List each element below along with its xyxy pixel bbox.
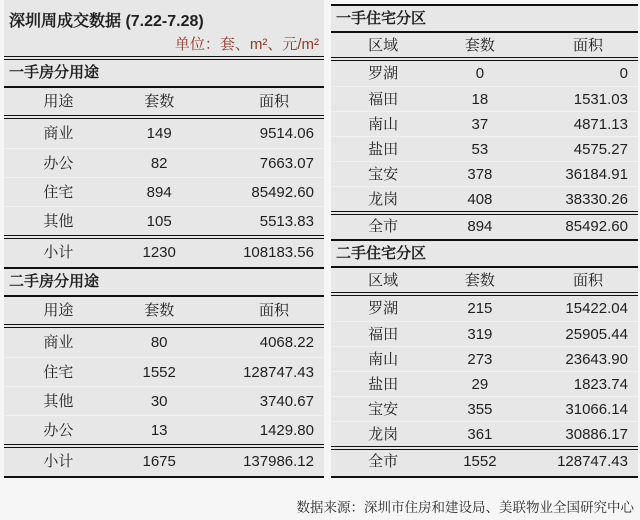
cell-count: 29: [471, 376, 489, 393]
column-header-row: [4, 297, 324, 328]
total-row: [331, 446, 638, 476]
cell-label: 龙岗: [368, 191, 399, 208]
column-header-row: [4, 88, 324, 119]
cell-count: 30: [150, 393, 168, 410]
cell-area: 85492.60: [251, 184, 314, 201]
cell-label: 其他: [43, 393, 74, 410]
cell-count: 82: [150, 155, 168, 172]
cell-count: 355: [467, 401, 493, 418]
section-title: 一手住宅分区: [331, 6, 638, 33]
cell-area: 0: [619, 65, 628, 82]
cell-area: 1429.80: [259, 422, 314, 439]
left-sections-container: [4, 60, 324, 478]
cell-count: 0: [475, 65, 485, 82]
col-header-count: 套数: [144, 302, 175, 319]
cell-label: 龙岗: [368, 426, 399, 443]
cell-label: 住宅: [43, 364, 74, 381]
cell-label: 宝安: [368, 166, 399, 183]
cell-area: 30886.17: [565, 426, 628, 443]
cell-area: 4068.22: [259, 334, 314, 351]
cell-area: 1531.03: [573, 91, 628, 108]
cell-area: 3740.67: [259, 393, 314, 410]
right-sections-container: [331, 6, 638, 476]
cell-count: 215: [467, 300, 493, 317]
col-header-count: 套数: [464, 272, 495, 289]
total-row: [331, 211, 638, 241]
col-header-area: 面积: [572, 272, 603, 289]
data-source-note: 数据来源：深圳市住房和建设局、美联物业全国研究中心: [296, 500, 634, 515]
total-area: 108183.56: [243, 244, 314, 261]
cell-label: 盐田: [368, 376, 399, 393]
total-count: 894: [467, 218, 493, 235]
table-rows: [331, 61, 638, 211]
cell-area: 38330.26: [565, 191, 628, 208]
cell-area: 128747.43: [243, 364, 314, 381]
table-row: [331, 396, 638, 421]
table-row: [331, 136, 638, 161]
cell-label: 住宅: [43, 184, 74, 201]
total-area: 128747.43: [557, 453, 628, 470]
col-header-area: 面积: [572, 37, 603, 54]
unit-note: 单位：套、m²、元/m²: [4, 33, 324, 60]
total-count: 1230: [142, 244, 176, 261]
cell-label: 福田: [368, 326, 399, 343]
table-row: [4, 206, 324, 235]
total-row: [4, 444, 324, 478]
cell-count: 273: [467, 351, 493, 368]
total-count: 1552: [463, 453, 497, 470]
total-label: 小计: [43, 453, 74, 470]
table-row: [331, 186, 638, 211]
table-row: [4, 357, 324, 386]
table-row: [4, 386, 324, 415]
total-area: 137986.12: [243, 453, 314, 470]
col-header-label: 区域: [368, 272, 399, 289]
table-row: [331, 421, 638, 446]
table-row: [4, 119, 324, 148]
cell-area: 15422.04: [565, 300, 628, 317]
cell-label: 其他: [43, 213, 74, 230]
total-row: [4, 235, 324, 269]
col-header-label: 区域: [368, 37, 399, 54]
table-rows: [4, 328, 324, 444]
cell-area: 25905.44: [565, 326, 628, 343]
table-row: [331, 371, 638, 396]
table-row: [331, 161, 638, 186]
cell-count: 319: [467, 326, 493, 343]
cell-label: 罗湖: [368, 65, 399, 82]
cell-count: 361: [467, 426, 493, 443]
cell-area: 23643.90: [565, 351, 628, 368]
cell-area: 1823.74: [573, 376, 628, 393]
table-section: [331, 6, 638, 241]
col-header-label: 用途: [43, 93, 74, 110]
total-count: 1675: [142, 453, 176, 470]
cell-area: 36184.91: [565, 166, 628, 183]
table-rows: [4, 119, 324, 235]
cell-label: 商业: [43, 334, 74, 351]
column-header-row: [331, 33, 638, 61]
col-header-count: 套数: [464, 37, 495, 54]
cell-area: 5513.83: [259, 213, 314, 230]
cell-area: 4871.13: [573, 116, 628, 133]
cell-count: 378: [467, 166, 493, 183]
cell-area: 9514.06: [259, 125, 314, 142]
table-section: [4, 269, 324, 478]
table-rows: [331, 296, 638, 446]
total-label: 全市: [368, 218, 399, 235]
cell-label: 福田: [368, 91, 399, 108]
cell-label: 商业: [43, 125, 74, 142]
col-header-area: 面积: [258, 302, 289, 319]
col-header-area: 面积: [258, 93, 289, 110]
table-row: [4, 415, 324, 444]
table-row: [4, 328, 324, 357]
cell-label: 南山: [368, 116, 399, 133]
cell-area: 7663.07: [259, 155, 314, 172]
cell-label: 罗湖: [368, 300, 399, 317]
cell-count: 149: [146, 125, 172, 142]
cell-area: 31066.14: [565, 401, 628, 418]
cell-count: 408: [467, 191, 493, 208]
cell-count: 105: [146, 213, 172, 230]
section-title: 二手房分用途: [4, 269, 324, 297]
table-section: [331, 241, 638, 476]
district-data-panel: [331, 4, 638, 478]
cell-count: 18: [471, 91, 489, 108]
cell-count: 37: [471, 116, 489, 133]
column-header-row: [331, 268, 638, 296]
cell-count: 894: [146, 184, 172, 201]
col-header-count: 套数: [144, 93, 175, 110]
cell-label: 宝安: [368, 401, 399, 418]
table-row: [4, 177, 324, 206]
total-label: 全市: [368, 453, 399, 470]
table-row: [331, 346, 638, 371]
col-header-label: 用途: [43, 302, 74, 319]
total-area: 85492.60: [565, 218, 628, 235]
cell-count: 1552: [142, 364, 176, 381]
section-title: 二手住宅分区: [331, 241, 638, 268]
cell-count: 13: [150, 422, 168, 439]
table-row: [331, 111, 638, 136]
cell-label: 办公: [43, 155, 74, 172]
weekly-data-panel: [4, 0, 324, 478]
table-row: [331, 61, 638, 86]
page-title: 深圳周成交数据 (7.22-7.28): [9, 13, 204, 30]
total-label: 小计: [43, 244, 74, 261]
table-row: [331, 321, 638, 346]
cell-count: 80: [150, 334, 168, 351]
cell-count: 53: [471, 141, 489, 158]
cell-label: 办公: [43, 422, 74, 439]
table-row: [331, 296, 638, 321]
table-section: [4, 60, 324, 269]
section-title: 一手房分用途: [4, 60, 324, 88]
cell-area: 4575.27: [573, 141, 628, 158]
table-row: [4, 148, 324, 177]
cell-label: 南山: [368, 351, 399, 368]
cell-label: 盐田: [368, 141, 399, 158]
table-row: [331, 86, 638, 111]
